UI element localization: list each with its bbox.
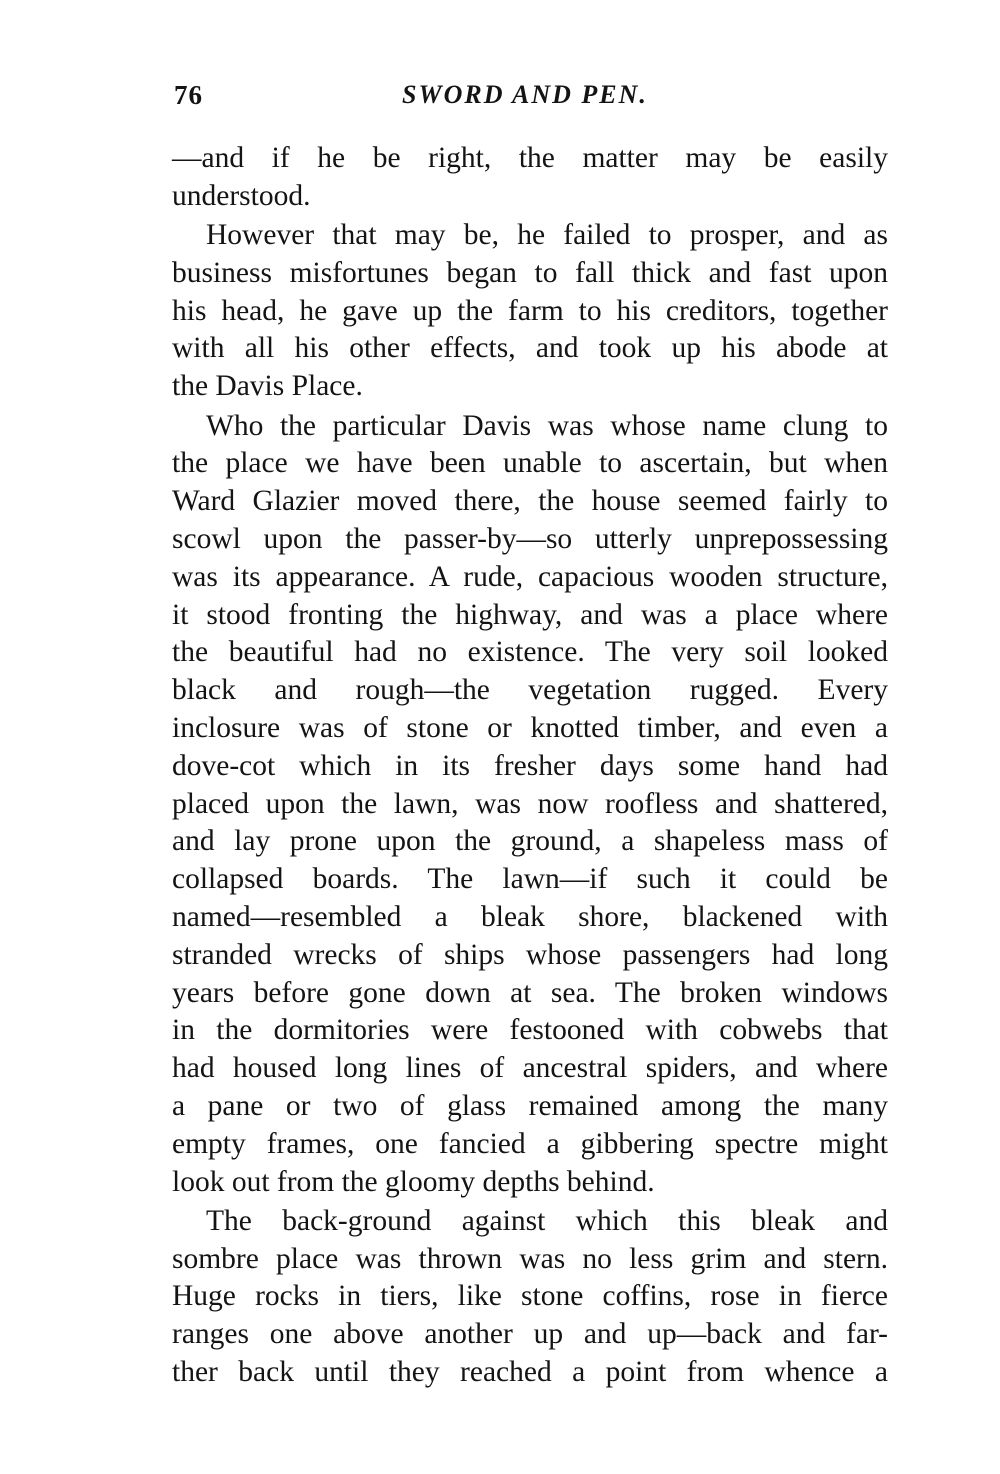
text-line: collapsed boards. The lawn—if such it could be — [172, 863, 888, 896]
text-line: ranges one above another up and up—back and far- — [172, 1318, 888, 1351]
text-line: sombre place was thrown was no less grim and stern. — [172, 1242, 888, 1275]
text-line: Huge rocks in tiers, like stone coffins, rose in fierce — [172, 1280, 888, 1313]
text-line: scowl upon the passer-by—so utterly unprepossessing — [172, 522, 888, 555]
text-line: Ward Glazier moved there, the house seemed fairly to — [172, 485, 888, 518]
text-line: —and if he be right, the matter may be easily — [172, 142, 888, 174]
text-line: and lay prone upon the ground, a shapeless mass of — [172, 825, 888, 858]
text-line: stranded wrecks of ships whose passengers had long — [172, 938, 888, 971]
page-number: 76 — [174, 80, 203, 110]
text-line: black and rough—the vegetation rugged. Every — [172, 674, 888, 707]
text-line: had housed long lines of ancestral spiders, and where — [172, 1052, 888, 1085]
paragraph — [172, 217, 888, 406]
text-line: named—resembled a bleak shore, blackened with — [172, 900, 888, 933]
text-line: However that may be, he failed to prosper, and as — [206, 219, 888, 252]
text-line: placed upon the lawn, was now roofless and shattered, — [172, 787, 888, 820]
body-text — [172, 140, 888, 1392]
paragraph — [172, 408, 888, 1202]
text-line: a pane or two of glass remained among the many — [172, 1089, 888, 1122]
text-line: The back-ground against which this bleak and — [206, 1204, 888, 1237]
text-line: empty frames, one fancied a gibbering spectre might — [172, 1127, 888, 1160]
text-line: his head, he gave up the farm to his creditors, together — [172, 294, 888, 327]
text-line: business misfortunes began to fall thick and fast upon — [172, 256, 888, 289]
page-header — [172, 80, 888, 120]
text-line: Who the particular Davis was whose name clung to — [206, 409, 888, 442]
text-line: years before gone down at sea. The broken windows — [172, 976, 888, 1009]
text-line: understood. — [172, 179, 311, 212]
text-line: the Davis Place. — [172, 370, 363, 403]
text-line: with all his other effects, and took up his abode at — [172, 332, 888, 365]
text-line: the beautiful had no existence. The very soil looked — [172, 636, 888, 669]
text-line: was its appearance. A rude, capacious wooden structure, — [172, 560, 888, 593]
text-line: the place we have been unable to ascertain, but when — [172, 447, 888, 480]
text-line: look out from the gloomy depths behind. — [172, 1165, 655, 1198]
text-line: ther back until they reached a point from whence a — [172, 1356, 888, 1388]
paragraph — [172, 1203, 888, 1392]
text-line: it stood fronting the highway, and was a place where — [172, 598, 888, 631]
text-line: in the dormitories were festooned with cobwebs that — [172, 1014, 888, 1047]
text-line: dove-cot which in its fresher days some hand had — [172, 749, 888, 782]
running-title: SWORD AND PEN. — [402, 80, 648, 109]
text-line: inclosure was of stone or knotted timber, and even a — [172, 711, 888, 744]
paragraph — [172, 140, 888, 216]
